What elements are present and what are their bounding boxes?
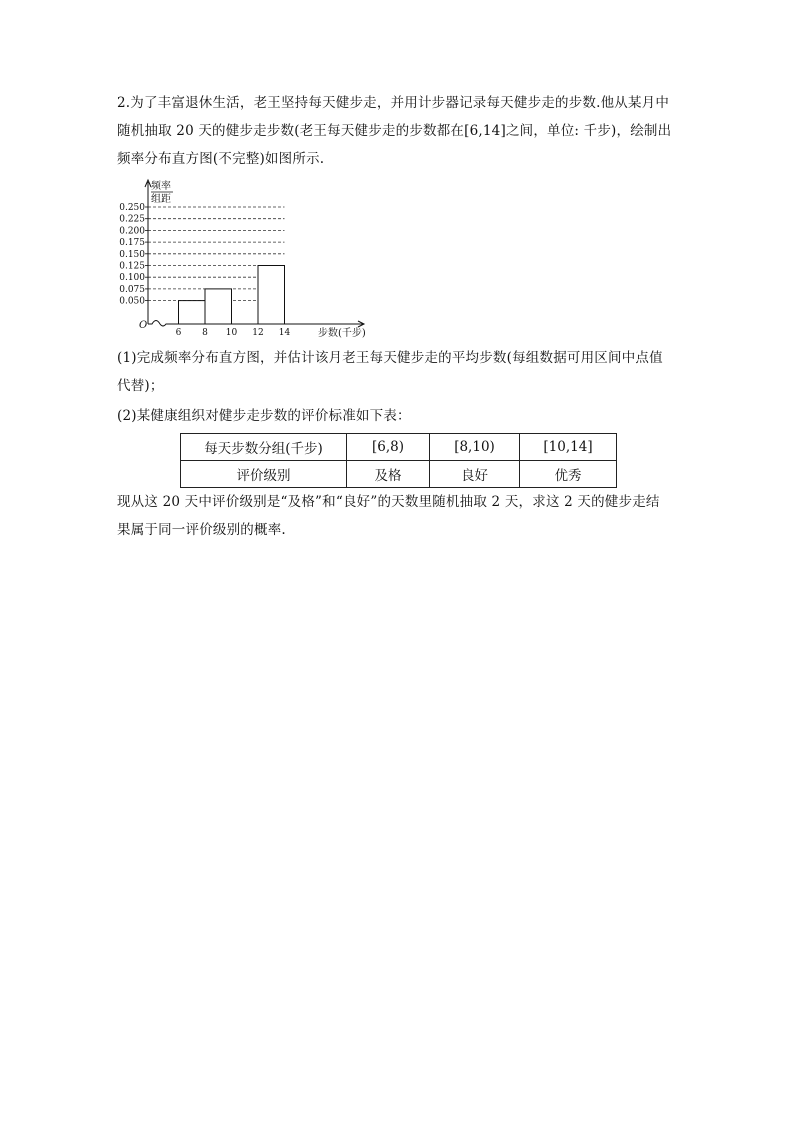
histogram-bar [179,301,206,324]
part1-line-1: (1)完成频率分布直方图，并估计该月老王每天健步走的平均步数(每组数据可用区间中点值 [117,350,663,366]
table-cell: 评价级别 [181,461,347,488]
y-label-top: 频率 [151,181,171,192]
origin-label: O [139,320,148,331]
x-axis-label: 步数(千步) [318,328,366,339]
y-label-bottom: 组距 [151,194,171,205]
y-tick-label: 0.200 [119,226,145,237]
table-cell: [6,8) [347,434,430,461]
table-cell: 优秀 [520,461,617,488]
y-tick-label: 0.150 [119,249,145,260]
table-header-row [181,434,617,461]
x-tick-label: 12 [252,328,264,338]
problem-intro [117,89,679,173]
x-tick-label: 6 [175,328,182,338]
y-tick-label: 0.175 [119,238,145,249]
x-tick-label: 10 [225,328,238,338]
intro-line-3: 频率分布直方图(不完整)如图所示. [117,151,325,167]
part1-line-2: 代替)； [117,378,164,394]
table-row [181,461,617,488]
histogram-bar [205,289,232,324]
table-cell: [8,10) [430,434,520,461]
y-tick-label: 0.250 [119,203,145,213]
y-tick-label: 0.100 [119,273,145,284]
part2-intro: (2)某健康组织对健步走步数的评价标准如下表： [117,408,411,424]
table-cell: [10,14] [520,434,617,461]
y-tick-label: 0.125 [119,261,145,272]
table-cell: 每天步数分组(千步) [181,434,347,461]
histogram-bar [258,266,285,325]
y-tick-label: 0.050 [119,296,145,307]
intro-line-2: 随机抽取 20 天的健步走步数(老王每天健步走的步数都在[6,14]之间，单位: 千步)，绘制出 [117,123,672,139]
part1-question [117,344,679,400]
table-cell: 良好 [430,461,520,488]
part2-question [117,488,679,544]
table-cell: 及格 [347,461,430,488]
x-tick-label: 14 [278,328,291,338]
y-tick-label: 0.075 [119,284,145,295]
x-tick-label: 8 [202,328,208,338]
y-tick-label: 0.225 [119,214,145,225]
frequency-histogram [115,178,375,343]
part2-line-1: 现从这 20 天中评价级别是“及格”和“良好”的天数里随机抽取 2 天，求这 2 天的健步走结 [117,494,660,510]
intro-line-1: 2.为了丰富退休生活，老王坚持每天健步走，并用计步器记录每天健步走的步数.他从某月中 [117,95,670,111]
part2-line-2: 果属于同一评价级别的概率. [117,522,286,538]
evaluation-table [180,433,617,488]
